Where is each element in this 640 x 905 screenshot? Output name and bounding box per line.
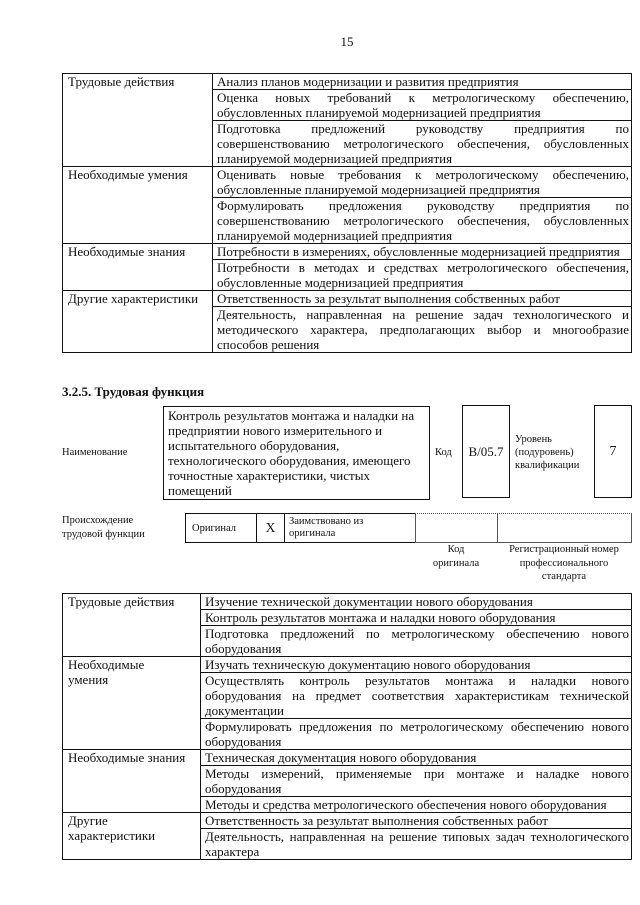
qualification-level-label: Уровень (подуровень) квалификации — [515, 434, 580, 471]
labor-action-item: Оценка новых требований к метрологическому обеспечению, обусловленных планируемой модернизацией предприятия — [213, 90, 632, 121]
other-characteristic-item: Ответственность за результат выполнения собственных работ — [201, 813, 632, 829]
function-requirements-table — [62, 593, 632, 860]
other-characteristic-item: Ответственность за результат выполнения собственных работ — [213, 291, 632, 307]
labor-action-item: Подготовка предложений руководству предприятия по совершенствованию метрологического обеспечения, обусловленных планируемой модернизацией предприятия — [213, 121, 632, 167]
function-name-box: Контроль результатов монтажа и наладки на предприятии нового измерительного и испытательного оборудования, технологического оборудования, имеющего точностные характеристики, чистых помещений — [163, 406, 430, 500]
required-knowledge-label — [63, 750, 201, 813]
original-code-cell — [415, 513, 498, 543]
origin-original-text: Оригинал — [192, 522, 236, 534]
qualification-level-box — [594, 405, 632, 498]
origin-borrowed-text: Заимствовано из оригинала — [289, 516, 364, 539]
function-code-box — [462, 405, 510, 498]
table-row — [63, 167, 632, 198]
table-row — [63, 291, 632, 307]
page-number: 15 — [340, 34, 354, 49]
qualification-level: 7 — [609, 443, 617, 459]
table-row — [63, 750, 632, 766]
labor-action-item: Изучение технической документации нового оборудования — [201, 594, 632, 610]
name-label: Наименование — [62, 447, 128, 458]
required-knowledge-label-text: Необходимые знания — [68, 750, 186, 765]
table-row — [63, 594, 632, 610]
required-knowledge-label-text: Необходимые знания — [68, 244, 186, 259]
registration-number-caption: Регистрационный номер профессионального стандарта — [509, 544, 619, 582]
labor-actions-label-text: Трудовые действия — [68, 74, 175, 89]
required-skill-item: Оценивать новые требования к метрологическому обеспечению, обусловленные планируемой модернизацией предприятия — [213, 167, 632, 198]
labor-actions-label-text: Трудовые действия — [68, 594, 175, 609]
origin-borrowed-cell — [284, 513, 416, 543]
origin-original-cell — [185, 513, 257, 543]
required-skills-label — [63, 167, 213, 244]
required-knowledge-label — [63, 244, 213, 291]
other-characteristics-label — [63, 813, 201, 860]
labor-actions-label — [63, 594, 201, 657]
required-skills-label-text: Необходимые умения — [68, 657, 145, 687]
labor-action-item: Анализ планов модернизации и развития предприятия — [213, 74, 632, 90]
table-row — [63, 244, 632, 260]
required-skill-item: Осуществлять контроль результатов монтажа и наладки нового оборудования на предмет соответствия характеристикам технической документации — [201, 673, 632, 719]
other-characteristics-label — [63, 291, 213, 353]
labor-action-item: Контроль результатов монтажа и наладки нового оборудования — [201, 610, 632, 626]
origin-mark: X — [265, 520, 276, 535]
required-skill-item: Формулировать предложения руководству предприятия по совершенствованию метрологического обеспечения, обусловленных планируемой модернизацией предприятия — [213, 198, 632, 244]
required-knowledge-item: Потребности в измерениях, обусловленные модернизацией предприятия — [213, 244, 632, 260]
table-row — [63, 74, 632, 90]
function-code: B/05.7 — [468, 443, 504, 459]
section-heading: 3.2.5. Трудовая функция — [62, 384, 205, 399]
required-skill-item: Изучать техническую документацию нового оборудования — [201, 657, 632, 673]
required-knowledge-item: Методы и средства метрологического обеспечения нового оборудования — [201, 797, 632, 813]
table-row — [63, 657, 632, 673]
required-knowledge-item: Потребности в методах и средствах метрологического обеспечения, обусловленные модернизацией предприятия — [213, 260, 632, 291]
other-characteristic-item: Деятельность, направленная на решение типовых задач технологического характера — [201, 829, 632, 860]
table-row — [63, 813, 632, 829]
required-knowledge-item: Методы измерений, применяемые при монтаже и наладке нового оборудования — [201, 766, 632, 797]
registration-number-cell — [497, 513, 632, 543]
other-characteristics-label-text: Другие характеристики — [68, 813, 156, 843]
labor-action-item: Подготовка предложений по метрологическому обеспечению нового оборудования — [201, 626, 632, 657]
other-characteristics-label-text: Другие характеристики — [68, 291, 199, 306]
required-knowledge-item: Техническая документация нового оборудования — [201, 750, 632, 766]
origin-label: Происхождение трудовой функции — [62, 515, 145, 540]
required-skills-label-text: Необходимые умения — [68, 167, 188, 182]
original-code-caption: Код оригинала — [432, 544, 480, 569]
prev-function-requirements-table — [62, 73, 632, 353]
required-skills-label — [63, 657, 201, 750]
origin-mark-cell — [256, 513, 285, 543]
code-label: Код — [435, 447, 452, 458]
labor-actions-label — [63, 74, 213, 167]
required-skill-item: Формулировать предложения по метрологическому обеспечению нового оборудования — [201, 719, 632, 750]
other-characteristic-item: Деятельность, направленная на решение задач технологического и методического характера, предполагающих выбор и многообразие способов решения — [213, 307, 632, 353]
